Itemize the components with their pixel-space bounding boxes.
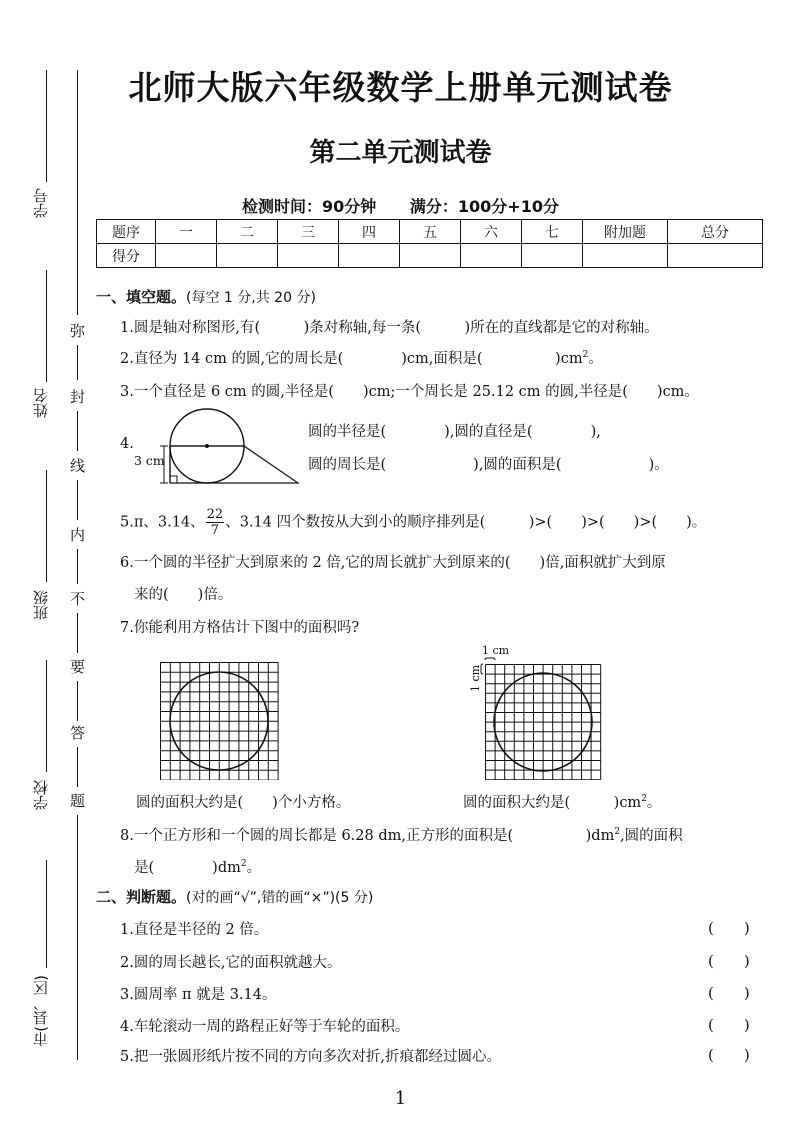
seal-char: 封 <box>70 388 86 406</box>
fraction-denominator: 7 <box>210 523 220 538</box>
seal-line <box>77 411 78 451</box>
sidebar-label-name: 姓名 <box>32 388 50 418</box>
seal-char: 内 <box>70 526 86 544</box>
score-input-cell[interactable] <box>156 244 217 268</box>
section-2-title: 二、判断题。 <box>96 888 187 906</box>
section-2-note: (对的画“√”,错的画“×”)(5 分) <box>186 890 374 906</box>
superscript-2: 2 <box>614 827 621 838</box>
page-title: 北师大版六年级数学上册单元测试卷 <box>128 68 673 107</box>
seal-char: 答 <box>70 724 86 742</box>
question-2 <box>120 347 603 368</box>
seal-line <box>77 681 78 721</box>
score-header-cell: 三 <box>278 220 339 244</box>
score-input-cell[interactable] <box>461 244 522 268</box>
circle-figure <box>130 408 310 490</box>
question-7-caption-2 <box>463 791 661 812</box>
page-subtitle: 第二单元测试卷 <box>309 138 492 168</box>
score-input-cell[interactable] <box>339 244 400 268</box>
score-header-cell: 一 <box>156 220 217 244</box>
question-8-line-1 <box>120 824 683 845</box>
seal-char: 不 <box>70 590 86 608</box>
seal-char: 题 <box>70 792 86 810</box>
question-6-line-2: 来的( )倍。 <box>134 587 233 603</box>
fraction-numerator: 22 <box>206 507 224 522</box>
score-input-cell[interactable] <box>668 244 763 268</box>
score-header-cell: 四 <box>339 220 400 244</box>
seal-char: 弥 <box>70 322 86 340</box>
page-number: 1 <box>394 1088 407 1109</box>
question-5 <box>120 507 706 538</box>
section-1-heading <box>96 286 316 307</box>
seal-line <box>77 480 78 520</box>
score-input-cell[interactable] <box>583 244 668 268</box>
judge-item: 2.圆的周长越长,它的面积就越大。 <box>120 955 342 971</box>
sidebar-line <box>46 660 47 772</box>
sidebar-line <box>46 470 47 582</box>
score-table <box>96 219 763 268</box>
exam-full-score: 满分：100分+10分 <box>409 197 559 216</box>
judge-item: 5.把一张圆形纸片按不同的方向多次对折,折痕都经过圆心。 <box>120 1049 501 1065</box>
score-header-cell: 五 <box>400 220 461 244</box>
answer-blank[interactable]: ( ) <box>708 984 750 1002</box>
section-1-note: (每空 1 分,共 20 分) <box>186 290 316 306</box>
question-2-end: 。 <box>588 351 603 367</box>
judge-item: 3.圆周率 π 就是 3.14。 <box>120 987 277 1003</box>
answer-blank[interactable]: ( ) <box>708 1046 750 1064</box>
score-header-cell: 题序 <box>97 220 156 244</box>
sidebar-line <box>46 860 47 968</box>
score-header-cell: 六 <box>461 220 522 244</box>
answer-blank[interactable]: ( ) <box>708 919 750 937</box>
sidebar-label-school: 学校 <box>32 780 50 810</box>
score-table-score-row <box>97 244 763 268</box>
answer-blank[interactable]: ( ) <box>708 952 750 970</box>
seal-line <box>77 747 78 787</box>
seal-line <box>77 549 78 584</box>
grid-scale-label-top: 1 cm <box>482 644 510 657</box>
question-5-text-b: 、3.14 四个数按从大到小的顺序排列是( )>( )>( )>( )。 <box>225 514 707 531</box>
question-8-text-a: 8.一个正方形和一个圆的周长都是 6.28 dm,正方形的面积是( )dm <box>120 828 615 844</box>
question-2-text: 2.直径为 14 cm 的圆,它的周长是( )cm,面积是( )cm <box>120 351 583 367</box>
question-8-text-b-end: 。 <box>246 860 262 876</box>
grid-figure-1 <box>160 662 280 780</box>
question-8-text-a-end: ,圆的面积 <box>620 828 683 844</box>
section-1-title: 一、填空题。 <box>96 288 187 306</box>
figure-height-label: 3 cm <box>134 453 165 468</box>
question-8-text-b: 是( )dm <box>134 860 241 876</box>
question-6-line-1: 6.一个圆的半径扩大到原来的 2 倍,它的周长就扩大到原来的( )倍,面积就扩大到原 <box>120 555 666 571</box>
sidebar-label-district: 市(县、区) <box>32 975 50 1047</box>
seal-char: 线 <box>70 457 86 475</box>
score-header-cell: 附加题 <box>583 220 668 244</box>
seal-line <box>77 815 78 1060</box>
question-5-text-a: 5.π、3.14、 <box>120 514 205 531</box>
question-4-number: 4. <box>120 436 134 452</box>
superscript-2: 2 <box>582 350 589 361</box>
sidebar-label-student-id: 学号 <box>32 188 50 218</box>
fraction-22-7 <box>206 507 225 538</box>
grid-scale-label-side: 1 cm <box>469 664 483 693</box>
superscript-2: 2 <box>240 859 247 870</box>
exam-meta <box>0 194 801 217</box>
question-4-line-2: 圆的周长是( ),圆的面积是( )。 <box>308 457 669 473</box>
sidebar-label-class: 班级 <box>32 590 50 620</box>
question-7: 7.你能利用方格估计下图中的面积吗? <box>120 620 360 636</box>
score-header-cell: 二 <box>217 220 278 244</box>
sidebar-line <box>46 270 47 382</box>
score-input-cell[interactable] <box>278 244 339 268</box>
judge-item: 1.直径是半径的 2 倍。 <box>120 922 269 938</box>
score-table-header-row <box>97 220 763 244</box>
question-1: 1.圆是轴对称图形,有( )条对称轴,每一条( )所在的直线都是它的对称轴。 <box>120 320 659 336</box>
score-input-cell[interactable] <box>522 244 583 268</box>
seal-char: 要 <box>70 658 86 676</box>
question-4-line-1: 圆的半径是( ),圆的直径是( ), <box>308 424 601 440</box>
exam-time: 检测时间：90分钟 <box>242 197 377 216</box>
score-row-label: 得分 <box>97 244 156 268</box>
answer-blank[interactable]: ( ) <box>708 1016 750 1034</box>
question-7-caption-1: 圆的面积大约是( )个小方格。 <box>136 795 351 811</box>
score-input-cell[interactable] <box>217 244 278 268</box>
question-3: 3.一个直径是 6 cm 的圆,半径是( )cm;一个周长是 25.12 cm 的圆,半径是( )cm。 <box>120 384 699 400</box>
grid-figure-2 <box>478 648 603 780</box>
caption-2-text: 圆的面积大约是( )cm <box>463 795 642 811</box>
score-header-cell: 总分 <box>668 220 763 244</box>
seal-line <box>77 613 78 653</box>
judge-item: 4.车轮滚动一周的路程正好等于车轮的面积。 <box>120 1019 410 1035</box>
superscript-2: 2 <box>641 794 647 805</box>
score-header-cell: 七 <box>522 220 583 244</box>
seal-line <box>77 345 78 380</box>
section-2-heading <box>96 886 373 907</box>
question-8-line-2 <box>134 856 261 877</box>
score-input-cell[interactable] <box>400 244 461 268</box>
caption-2-end: 。 <box>646 795 662 811</box>
